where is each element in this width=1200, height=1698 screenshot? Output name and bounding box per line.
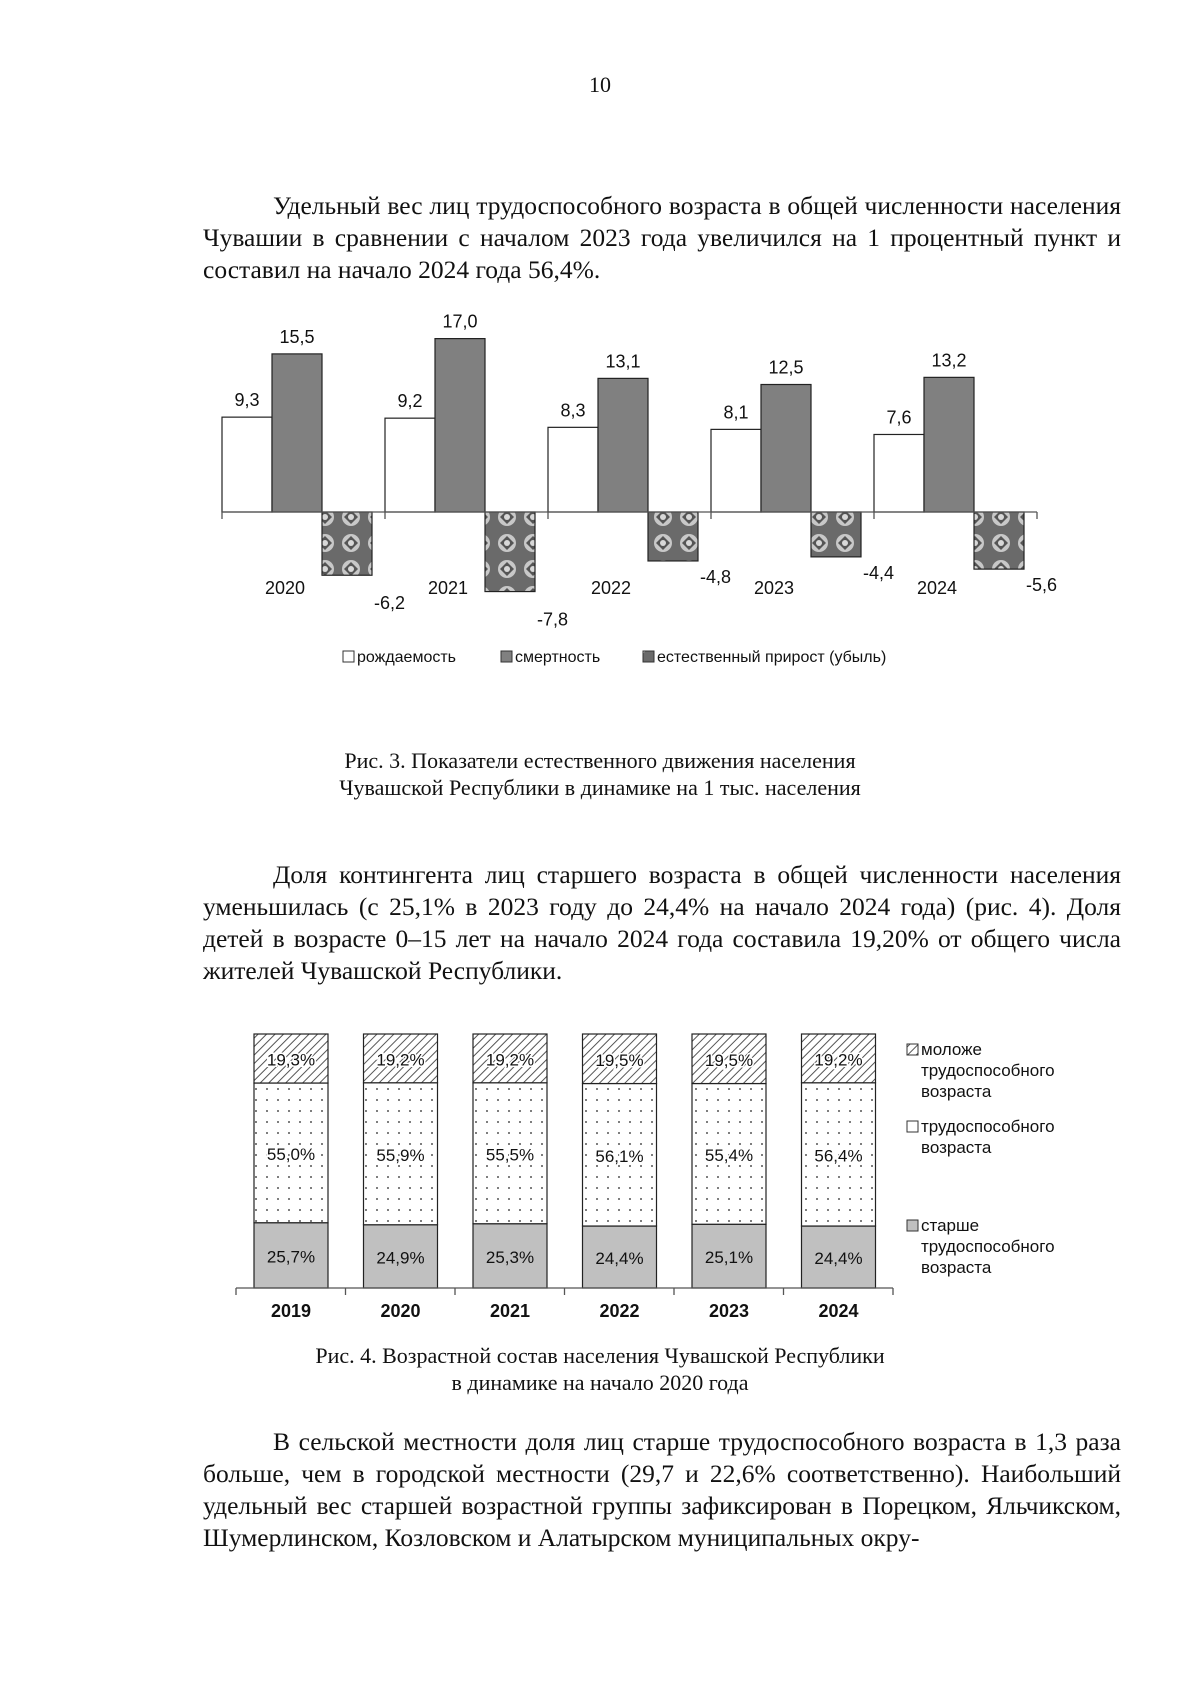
natural-movement-chart (0, 311, 1200, 702)
data-label: 8,1 (723, 402, 749, 423)
data-label: 17,0 (442, 311, 478, 332)
data-label: 55,0% (266, 1144, 316, 1164)
legend-swatch (907, 1121, 918, 1132)
legend-swatch (643, 651, 654, 662)
legend-swatch (907, 1220, 918, 1231)
bar-естественный-2023 (811, 512, 861, 557)
bar-естественный-2020 (322, 512, 372, 575)
category-label: 2022 (590, 578, 632, 598)
bar-смертность-2021 (435, 339, 485, 512)
category-label: 2020 (264, 578, 306, 598)
data-label: -5,6 (1026, 575, 1058, 596)
data-label: 24,4% (595, 1249, 644, 1269)
bar-рождаемость-2023 (711, 429, 761, 512)
legend-label: трудоспособного (921, 1061, 1055, 1080)
bar-рождаемость-2024 (874, 434, 924, 512)
category-label: 2023 (708, 1301, 750, 1321)
legend-label: моложе (921, 1040, 982, 1059)
data-label: -6,2 (374, 593, 406, 614)
legend-label: возраста (921, 1138, 992, 1157)
data-label: 55,4% (704, 1145, 754, 1165)
bar-естественный-2022 (648, 512, 698, 561)
data-label: 19,3% (266, 1050, 316, 1070)
legend-label: возраста (921, 1082, 992, 1101)
data-label: 25,3% (485, 1247, 535, 1267)
data-label: 55,9% (376, 1145, 425, 1165)
age-structure-chart (0, 1020, 1200, 1340)
legend-swatch (343, 651, 354, 662)
data-label: 19,2% (376, 1050, 425, 1070)
data-label: 24,4% (814, 1249, 863, 1269)
data-label: 19,5% (704, 1050, 754, 1070)
data-label: 12,5 (768, 357, 804, 378)
legend-label: возраста (921, 1258, 992, 1277)
bar-смертность-2024 (924, 377, 974, 512)
legend-label: старше (921, 1216, 980, 1235)
bar-естественный-2021 (485, 512, 535, 592)
bar-рождаемость-2020 (222, 417, 272, 512)
paragraph-1: Удельный вес лиц трудоспособного возраста в общей численности населения Чувашии в сравнении с началом 2023 года увеличился на 1 процентный пункт и составил на начало 2024 года 56,4%. (203, 191, 1121, 284)
bar-смертность-2022 (598, 378, 648, 512)
data-label: 8,3 (560, 400, 586, 421)
bar-рождаемость-2021 (385, 418, 435, 512)
data-label: 19,5% (595, 1050, 644, 1070)
category-label: 2020 (380, 1301, 421, 1321)
figure-4-caption: Рис. 4. Возрастной состав населения Чувашской Республики в динамике на начало 2020 года (315, 1343, 885, 1395)
data-label: 13,1 (605, 351, 641, 372)
legend-swatch (501, 651, 512, 662)
paragraph-2: Доля контингента лиц старшего возраста в общей численности населения уменьшилась (с 25,1% в 2023 году до 24,4% на начало 2024 года) (рис. 4). Доля детей в возрасте 0–15 лет на начало 2024 года составила 19,20% от общего числа жителей Чувашской Республики. (203, 860, 1121, 985)
data-label: 25,7% (266, 1247, 316, 1267)
data-label: 15,5 (279, 326, 315, 347)
bar-смертность-2023 (761, 385, 811, 513)
data-label: 56,1% (595, 1146, 644, 1166)
data-label: 24,9% (376, 1248, 425, 1268)
data-label: -4,8 (700, 566, 732, 587)
data-label: 13,2 (931, 350, 967, 371)
category-label: 2023 (753, 578, 795, 598)
data-label: 9,3 (234, 390, 260, 411)
bar-естественный-2024 (974, 512, 1024, 569)
category-label: 2022 (599, 1301, 640, 1321)
data-label: -4,4 (863, 562, 895, 583)
data-label: 56,4% (814, 1146, 863, 1166)
bar-рождаемость-2022 (548, 427, 598, 512)
data-label: 19,2% (814, 1050, 863, 1070)
legend-label: трудоспособного (921, 1237, 1055, 1256)
data-label: -7,8 (537, 609, 569, 630)
category-label: 2024 (818, 1301, 859, 1321)
legend-label: рождаемость (357, 649, 457, 666)
data-label: 19,2% (485, 1050, 535, 1070)
data-label: 9,2 (397, 391, 423, 412)
bar-смертность-2020 (272, 354, 322, 512)
legend-swatch (907, 1044, 918, 1055)
category-label: 2019 (270, 1301, 312, 1321)
category-label: 2021 (489, 1301, 531, 1321)
data-label: 25,1% (704, 1248, 754, 1268)
data-label: 55,5% (485, 1145, 535, 1165)
data-label: 7,6 (886, 407, 912, 428)
category-label: 2021 (427, 578, 469, 598)
legend-label: трудоспособного (921, 1117, 1055, 1136)
paragraph-3: В сельской местности доля лиц старше трудоспособного возраста в 1,3 раза больше, чем в городской местности (29,7 и 22,6% соответственно). Наибольший удельный вес старшей возрастной группы зафиксирован в Порецком, Яльчикском, Шумерлинском, Козловском и Алатырском муниципальных окру- (203, 1427, 1121, 1552)
legend-label: естественный прирост (убыль) (657, 649, 887, 666)
category-label: 2024 (916, 578, 958, 598)
figure-3-caption: Рис. 3. Показатели естественного движения населения Чувашской Республики в динамике на 1 тыс. населения (339, 748, 861, 800)
legend-label: смертность (515, 649, 601, 666)
page-number: 10 (589, 72, 611, 97)
